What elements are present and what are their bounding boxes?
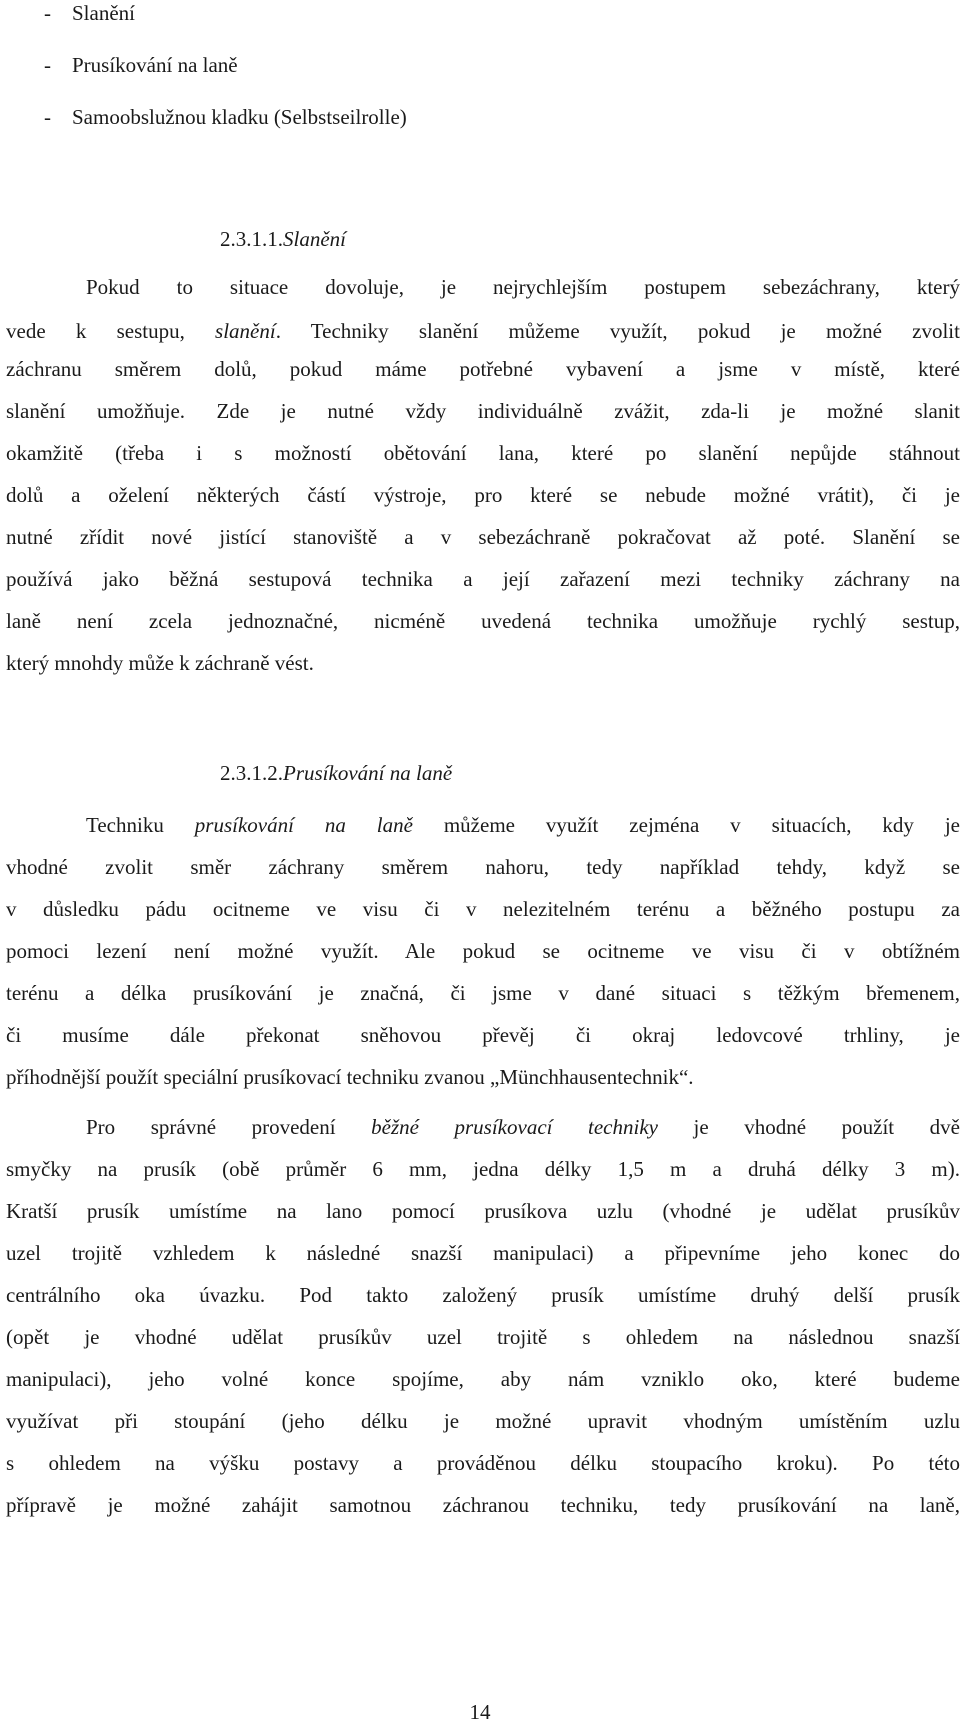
paragraph-line: Kratší prusík umístíme na lano pomocí prusíkova uzlu (vhodné je udělat prusíkův [6,1199,960,1223]
list-item [6,104,960,130]
paragraph-line: (opět je vhodné udělat prusíkův uzel trojitě s ohledem na následnou snazší [6,1325,960,1349]
section-title: Prusíkování na laně [283,761,453,785]
paragraph-line: používá jako běžná sestupová technika a její zařazení mezi techniky záchrany na [6,567,960,591]
paragraph-line: využívat při stoupání (jeho délku je možné upravit vhodným umístěním uzlu [6,1409,960,1433]
paragraph-line: pomoci lezení není možné využít. Ale pokud se ocitneme ve visu či v obtížném [6,939,960,963]
paragraph-line [86,1114,960,1140]
italic-term: slanění [215,319,276,343]
paragraph-line: laně není zcela jednoznačné, nicméně uvedená technika umožňuje rychlý sestup, [6,609,960,633]
list-dash: - [44,53,51,77]
text-run: . Zde je nutné vždy individuálně zvážit, zda-li je možné slanit [179,399,960,423]
list-item [6,0,960,26]
list-item-text: Samoobslužnou kladku (Selbstseilrolle) [72,105,407,129]
text-run: Pro správné provedení [86,1115,372,1139]
paragraph-line: příhodnější použít speciální prusíkovací techniku zvanou „Münchhausentechnik“. [6,1065,694,1089]
paragraph-line: okamžitě (třeba i s možností obětování lana, které po slanění nepůjde stáhnout [6,441,960,465]
paragraph-line: záchranu směrem dolů, pokud máme potřebné vybavení a jsme v místě, které [6,357,960,381]
section-heading [220,760,452,786]
text-run: je vhodné použít dvě [657,1115,960,1139]
text-run: . Techniky slanění můžeme využít, pokud je možné zvolit [275,319,960,343]
paragraph-line [6,318,960,344]
paragraph-line: který mnohdy může k záchraně vést. [6,651,314,675]
list-item-text: Prusíkování na laně [72,53,238,77]
text-run: můžeme využít zejména v situacích, kdy je [412,813,960,837]
text-run: vede k sestupu, [6,319,216,343]
section-number: 2.3.1.1. [220,227,283,251]
text-run: Techniku [86,813,195,837]
paragraph-line: smyčky na prusík (obě průměr 6 mm, jedna délky 1,5 m a druhá délky 3 m). [6,1157,960,1181]
paragraph-line: vhodné zvolit směr záchrany směrem nahoru, tedy například tehdy, když se [6,855,960,879]
italic-term: prusíkování na laně [194,813,413,837]
list-item [6,52,960,78]
paragraph-line: či musíme dále překonat sněhovou převěj či okraj ledovcové trhliny, je [6,1023,960,1047]
text-run: slanění umožňuje [6,399,180,423]
italic-term: běžné prusíkovací techniky [371,1115,658,1139]
section-heading [220,226,346,252]
paragraph-line: nutné zřídit nové jistící stanoviště a v sebezáchraně pokračovat až poté. Slanění se [6,525,960,549]
paragraph-line: Pokud to situace dovoluje, je nejrychlejším postupem sebezáchrany, který [86,275,960,299]
paragraph-line: v důsledku pádu ocitneme ve visu či v nelezitelném terénu a běžného postupu za [6,897,960,921]
paragraph-line [86,812,960,838]
section-number: 2.3.1.2. [220,761,283,785]
section-title: Slanění [283,227,346,251]
page-number: 14 [469,1700,491,1724]
paragraph-line: s ohledem na výšku postavy a prováděnou délku stoupacího kroku). Po této [6,1451,960,1475]
list-dash: - [44,1,51,25]
paragraph-line: terénu a délka prusíkování je značná, či jsme v dané situaci s těžkým břemenem, [6,981,960,1005]
paragraph-line: přípravě je možné zahájit samotnou záchranou techniku, tedy prusíkování na laně, [6,1493,960,1517]
paragraph-line [6,398,960,424]
list-item-text: Slanění [72,1,135,25]
paragraph-line: centrálního oka úvazku. Pod takto založený prusík umístíme druhý delší prusík [6,1283,960,1307]
list-dash: - [44,105,51,129]
paragraph-line: uzel trojitě vzhledem k následné snazší manipulaci) a připevníme jeho konec do [6,1241,960,1265]
paragraph-line: dolů a oželení některých částí výstroje, pro které se nebude možné vrátit), či je [6,483,960,507]
paragraph-line: manipulaci), jeho volné konce spojíme, aby nám vzniklo oko, které budeme [6,1367,960,1391]
